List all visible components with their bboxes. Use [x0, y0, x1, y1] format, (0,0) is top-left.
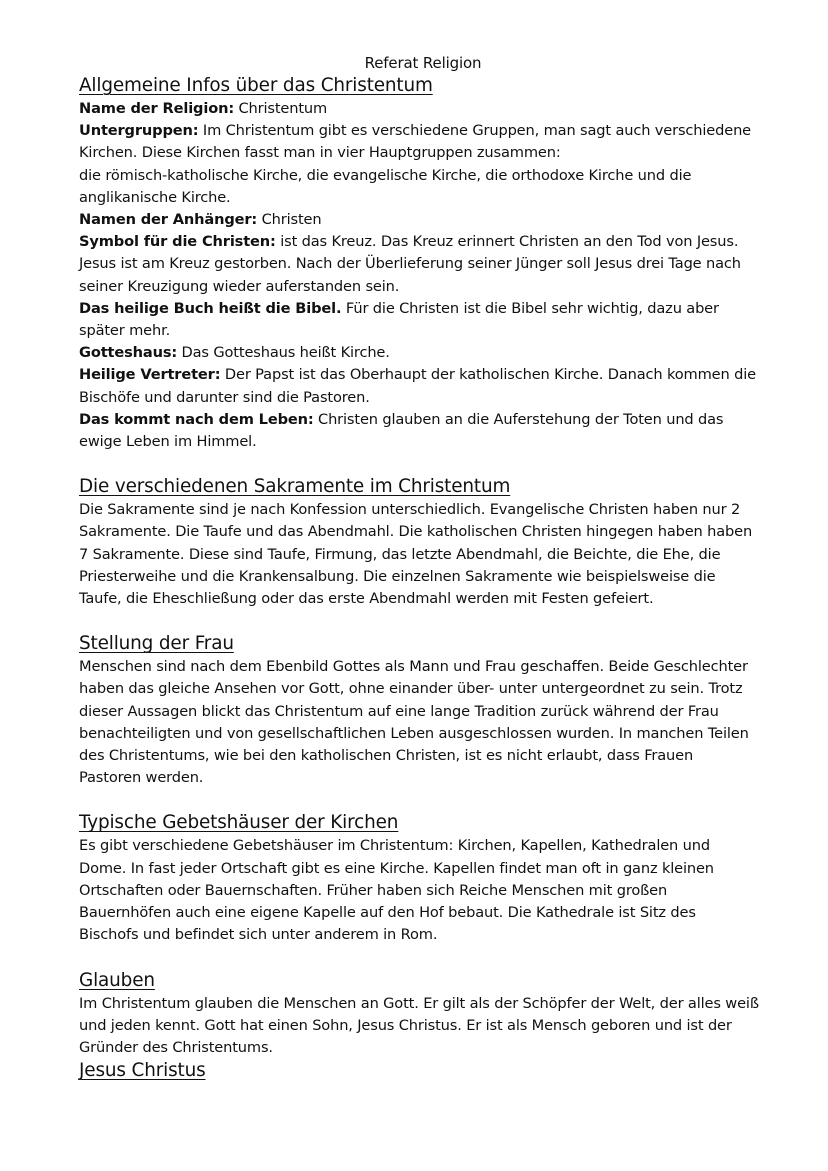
info-label: Das kommt nach dem Leben: — [79, 410, 314, 428]
info-text: Christen glauben an die Auferstehung der Toten und das ewige Leben im Himmel. — [79, 410, 724, 451]
spacer — [79, 789, 759, 811]
info-text: die römisch-katholische Kirche, die evangelische Kirche, die orthodoxe Kirche und die anglikanische Kirche. — [79, 166, 692, 206]
info-text: Für die Christen ist die Bibel sehr wichtig, dazu aber später mehr. — [79, 299, 719, 340]
section-jesus-christus — [79, 1059, 759, 1083]
info-label: Heilige Vertreter: — [79, 366, 221, 384]
section-gebetshaeuser — [79, 811, 759, 946]
info-label: Namen der Anhänger: — [79, 211, 258, 229]
section-allgemeine-infos — [79, 74, 759, 453]
info-text: ist das Kreuz. Das Kreuz erinnert Christen an den Tod von Jesus. Jesus ist am Kreuz gestorben. Nach der Überlieferung seiner Jünger soll Jesus drei Tage nach seiner Kreuzigung wieder auferstanden sein. — [79, 233, 741, 295]
info-label: Symbol für die Christen: — [79, 233, 276, 251]
section-paragraph-sakramente: Die Sakramente sind je nach Konfession unterschiedlich. Evangelische Christen haben nur 2 Sakramente. Die Taufe und das Abendmahl. Die katholischen Christen hingegen haben haben 7 Sakramente. Diese sind Taufe, Firmung, das letzte Abendmahl, die Beichte, die Ehe, die Priesterweihe und die Krankensalbung. Die einzelnen Sakramente wie beispielsweise die Taufe, die Eheschließung oder das erste Abendmahl werden mit Festen gefeiert. — [79, 501, 753, 608]
info-item-gotteshaus — [79, 342, 759, 364]
section-heading-sakramente: Die verschiedenen Sakramente im Christentum — [79, 476, 511, 498]
info-item-bibel — [79, 298, 759, 342]
document-page — [79, 52, 759, 1083]
info-label: Gotteshaus: — [79, 344, 178, 362]
info-text: Christen — [257, 211, 322, 229]
info-item-anhaenger — [79, 209, 759, 231]
section-heading-jesus: Jesus Christus — [79, 1060, 206, 1082]
info-text: Der Papst ist das Oberhaupt der katholischen Kirche. Danach kommen die Bischöfe und darunter sind die Pastoren. — [79, 366, 756, 406]
info-label: Name der Religion: — [79, 100, 235, 117]
section-glauben — [79, 969, 759, 1060]
section-paragraph-glauben: Im Christentum glauben die Menschen an Gott. Er gilt als der Schöpfer der Welt, der alles weiß und jeden kennt. Gott hat einen Sohn, Jesus Christus. Er ist als Mensch geboren und ist der Gründer des Christentums. — [79, 994, 759, 1056]
section-sakramente — [79, 475, 759, 610]
section-heading-gebetshaeuser: Typische Gebetshäuser der Kirchen — [79, 812, 399, 834]
info-item-symbol — [79, 231, 759, 298]
info-item-kirchen-liste — [79, 165, 759, 209]
info-label: Das heilige Buch heißt die Bibel. — [79, 299, 342, 317]
info-text: Christentum — [234, 100, 328, 117]
spacer — [79, 610, 759, 632]
section-stellung-der-frau — [79, 632, 759, 789]
spacer — [79, 947, 759, 969]
info-item-nach-dem-leben — [79, 409, 759, 453]
info-item-name — [79, 98, 759, 120]
section-heading-frau: Stellung der Frau — [79, 633, 234, 655]
section-heading-glauben: Glauben — [79, 969, 155, 991]
info-item-untergruppen — [79, 120, 759, 164]
info-item-vertreter — [79, 364, 759, 408]
section-paragraph-gebetshaeuser: Es gibt verschiedene Gebetshäuser im Christentum: Kirchen, Kapellen, Kathedralen und Dome. In fast jeder Ortschaft gibt es eine Kirche. Kapellen findet man oft in ganz kleinen Ortschaften oder Bauernschaften. Früher haben sich Reiche Menschen mit großen Bauernhöfen auch eine eigene Kapelle auf den Hof bebaut. Die Kathedrale ist Sitz des Bischofs und befindet sich unter anderem in Rom. — [79, 837, 714, 944]
info-text: Das Gotteshaus heißt Kirche. — [177, 344, 390, 362]
section-heading-allgemeine: Allgemeine Infos über das Christentum — [79, 75, 433, 96]
info-label: Untergruppen: — [79, 122, 199, 140]
section-paragraph-frau: Menschen sind nach dem Ebenbild Gottes als Mann und Frau geschaffen. Beide Geschlechter haben das gleiche Ansehen vor Gott, ohne einander über- unter untergeordnet zu sein. Trotz dieser Aussagen blickt das Christentum auf eine lange Tradition zurück während der Frau benachteiligten und von gesellschaftlichen Leben ausgeschlossen wurden. In manchen Teilen des Christentums, wie bei den katholischen Christen, ist es nicht erlaubt, dass Frauen Pastoren werden. — [79, 658, 749, 787]
info-text: Im Christentum gibt es verschiedene Gruppen, man sagt auch verschiedene Kirchen. Diese Kirchen fasst man in vier Hauptgruppen zusammen: — [79, 122, 751, 162]
spacer — [79, 453, 759, 475]
document-title: Referat Religion — [364, 54, 482, 72]
